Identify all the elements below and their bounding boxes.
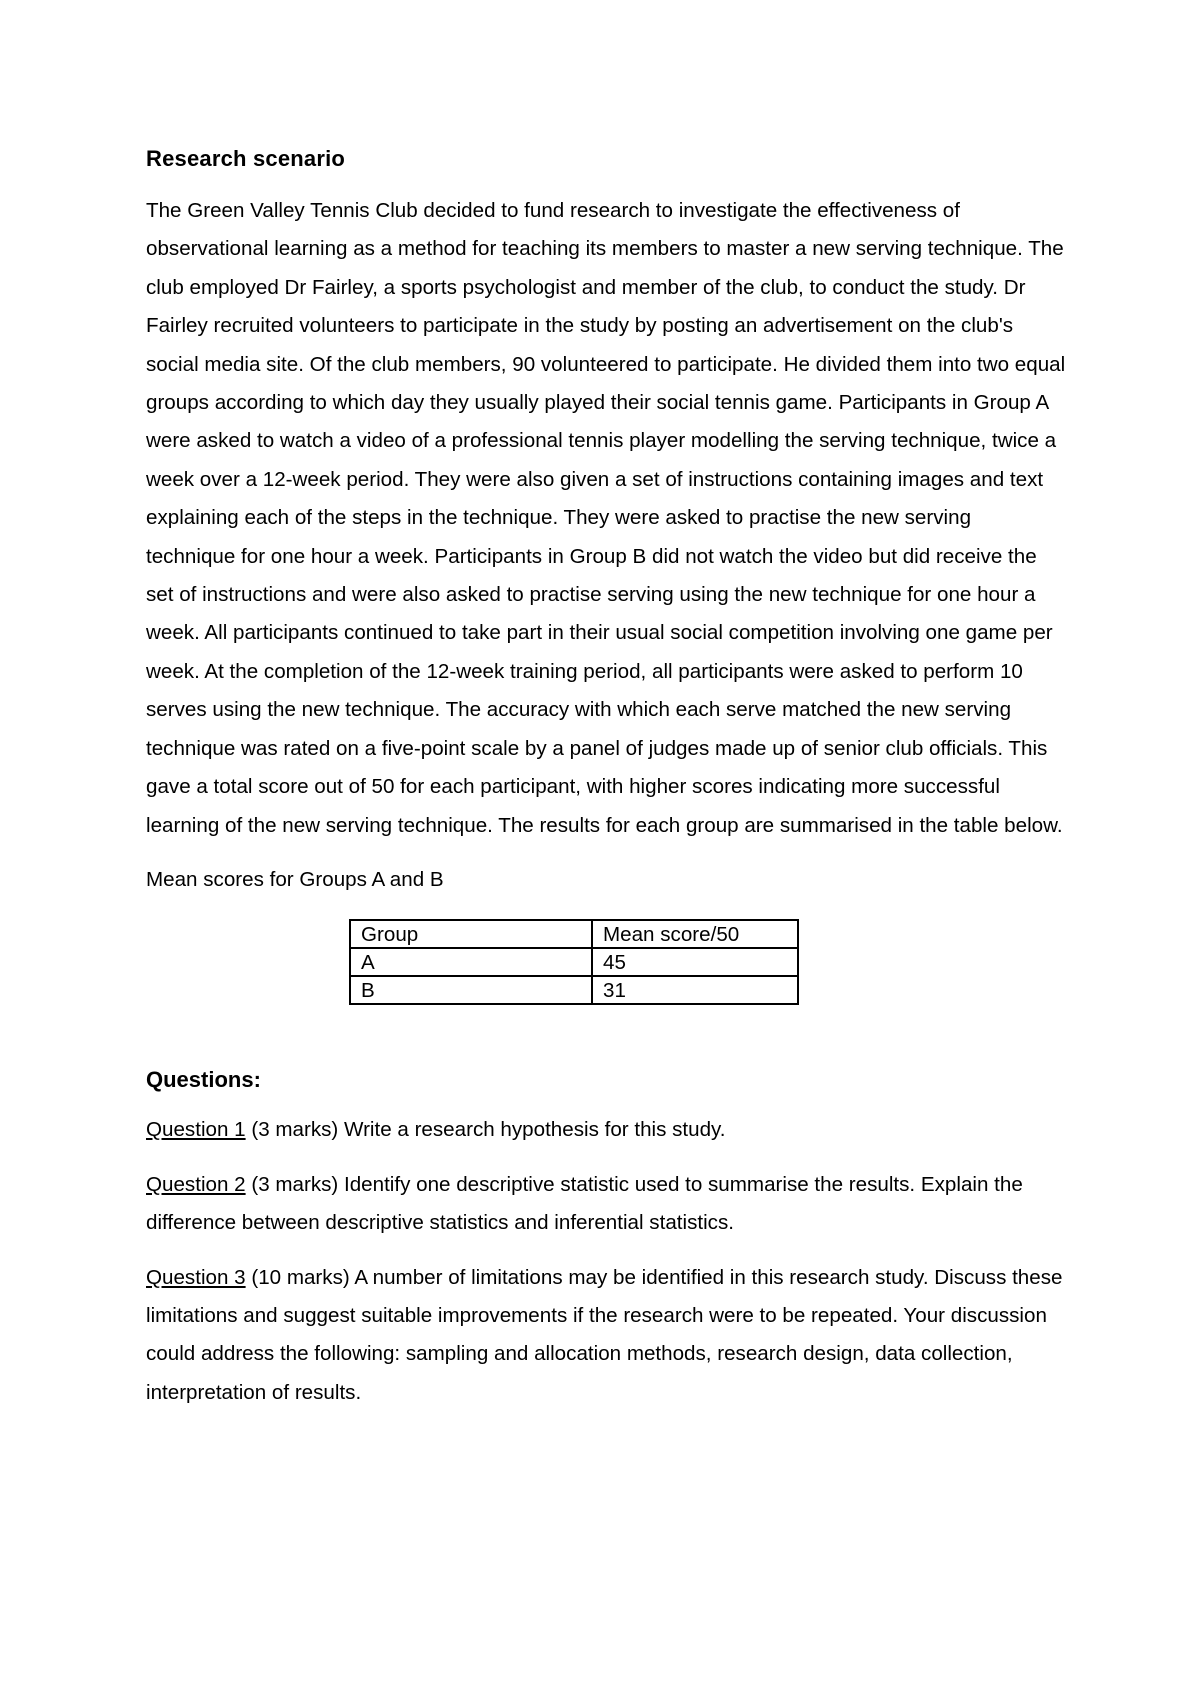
question-1-label: Question 1 xyxy=(146,1118,246,1142)
table-row xyxy=(350,976,798,1004)
question-3-text: (10 marks) A number of limitations may be identified in this research study. Discuss these limitations and suggest suitable improvements if the research were to be repeated. Your discussion could address the following: sampling and allocation methods, research design, data collection, interpretation of results. xyxy=(146,1265,1063,1404)
mean-scores-table xyxy=(349,919,799,1005)
section-heading-research-scenario: Research scenario xyxy=(146,146,346,171)
table-caption: Mean scores for Groups A and B xyxy=(146,867,444,891)
table-header-group: Group xyxy=(350,920,592,948)
question-1 xyxy=(146,1111,1066,1149)
question-1-text: (3 marks) Write a research hypothesis for this study. xyxy=(245,1118,726,1142)
question-3 xyxy=(146,1259,1066,1413)
table-row xyxy=(350,948,798,976)
table-header-mean-score: Mean score/50 xyxy=(592,920,798,948)
table-cell-group: A xyxy=(350,948,592,976)
question-2-text: (3 marks) Identify one descriptive statistic used to summarise the results. Explain the difference between descriptive statistics and inferential statistics. xyxy=(146,1172,1023,1235)
question-2 xyxy=(146,1166,1066,1243)
document-content xyxy=(146,140,1066,1428)
scenario-paragraph: The Green Valley Tennis Club decided to fund research to investigate the effectiveness of observational learning as a method for teaching its members to master a new serving technique. The club employed Dr Fairley, a sports psychologist and member of the club, to conduct the study. Dr Fairley recruited volunteers to participate in the study by posting an advertisement on the club's social media site. Of the club members, 90 volunteered to participate. He divided them into two equal groups according to which day they usually played their social tennis game. Participants in Group A were asked to watch a video of a professional tennis player modelling the serving technique, twice a week over a 12-week period. They were also given a set of instructions containing images and text explaining each of the steps in the technique. They were asked to practise the new serving technique for one hour a week. Participants in Group B did not watch the video but did receive the set of instructions and were also asked to practise serving using the new technique for one hour a week. All participants continued to take part in their usual social competition involving one game per week. At the completion of the 12-week training period, all participants were asked to perform 10 serves using the new technique. The accuracy with which each serve matched the new serving technique was rated on a five-point scale by a panel of judges made up of senior club officials. This gave a total score out of 50 for each participant, with higher scores indicating more successful learning of the new serving technique. The results for each group are summarised in the table below. xyxy=(146,199,1066,837)
question-3-label: Question 3 xyxy=(146,1265,246,1289)
section-heading-questions: Questions: xyxy=(146,1067,261,1093)
table-header-row xyxy=(350,920,798,948)
table-cell-mean-score: 45 xyxy=(592,948,798,976)
table-cell-mean-score: 31 xyxy=(592,976,798,1004)
table-cell-group: B xyxy=(350,976,592,1004)
question-2-label: Question 2 xyxy=(146,1172,246,1196)
